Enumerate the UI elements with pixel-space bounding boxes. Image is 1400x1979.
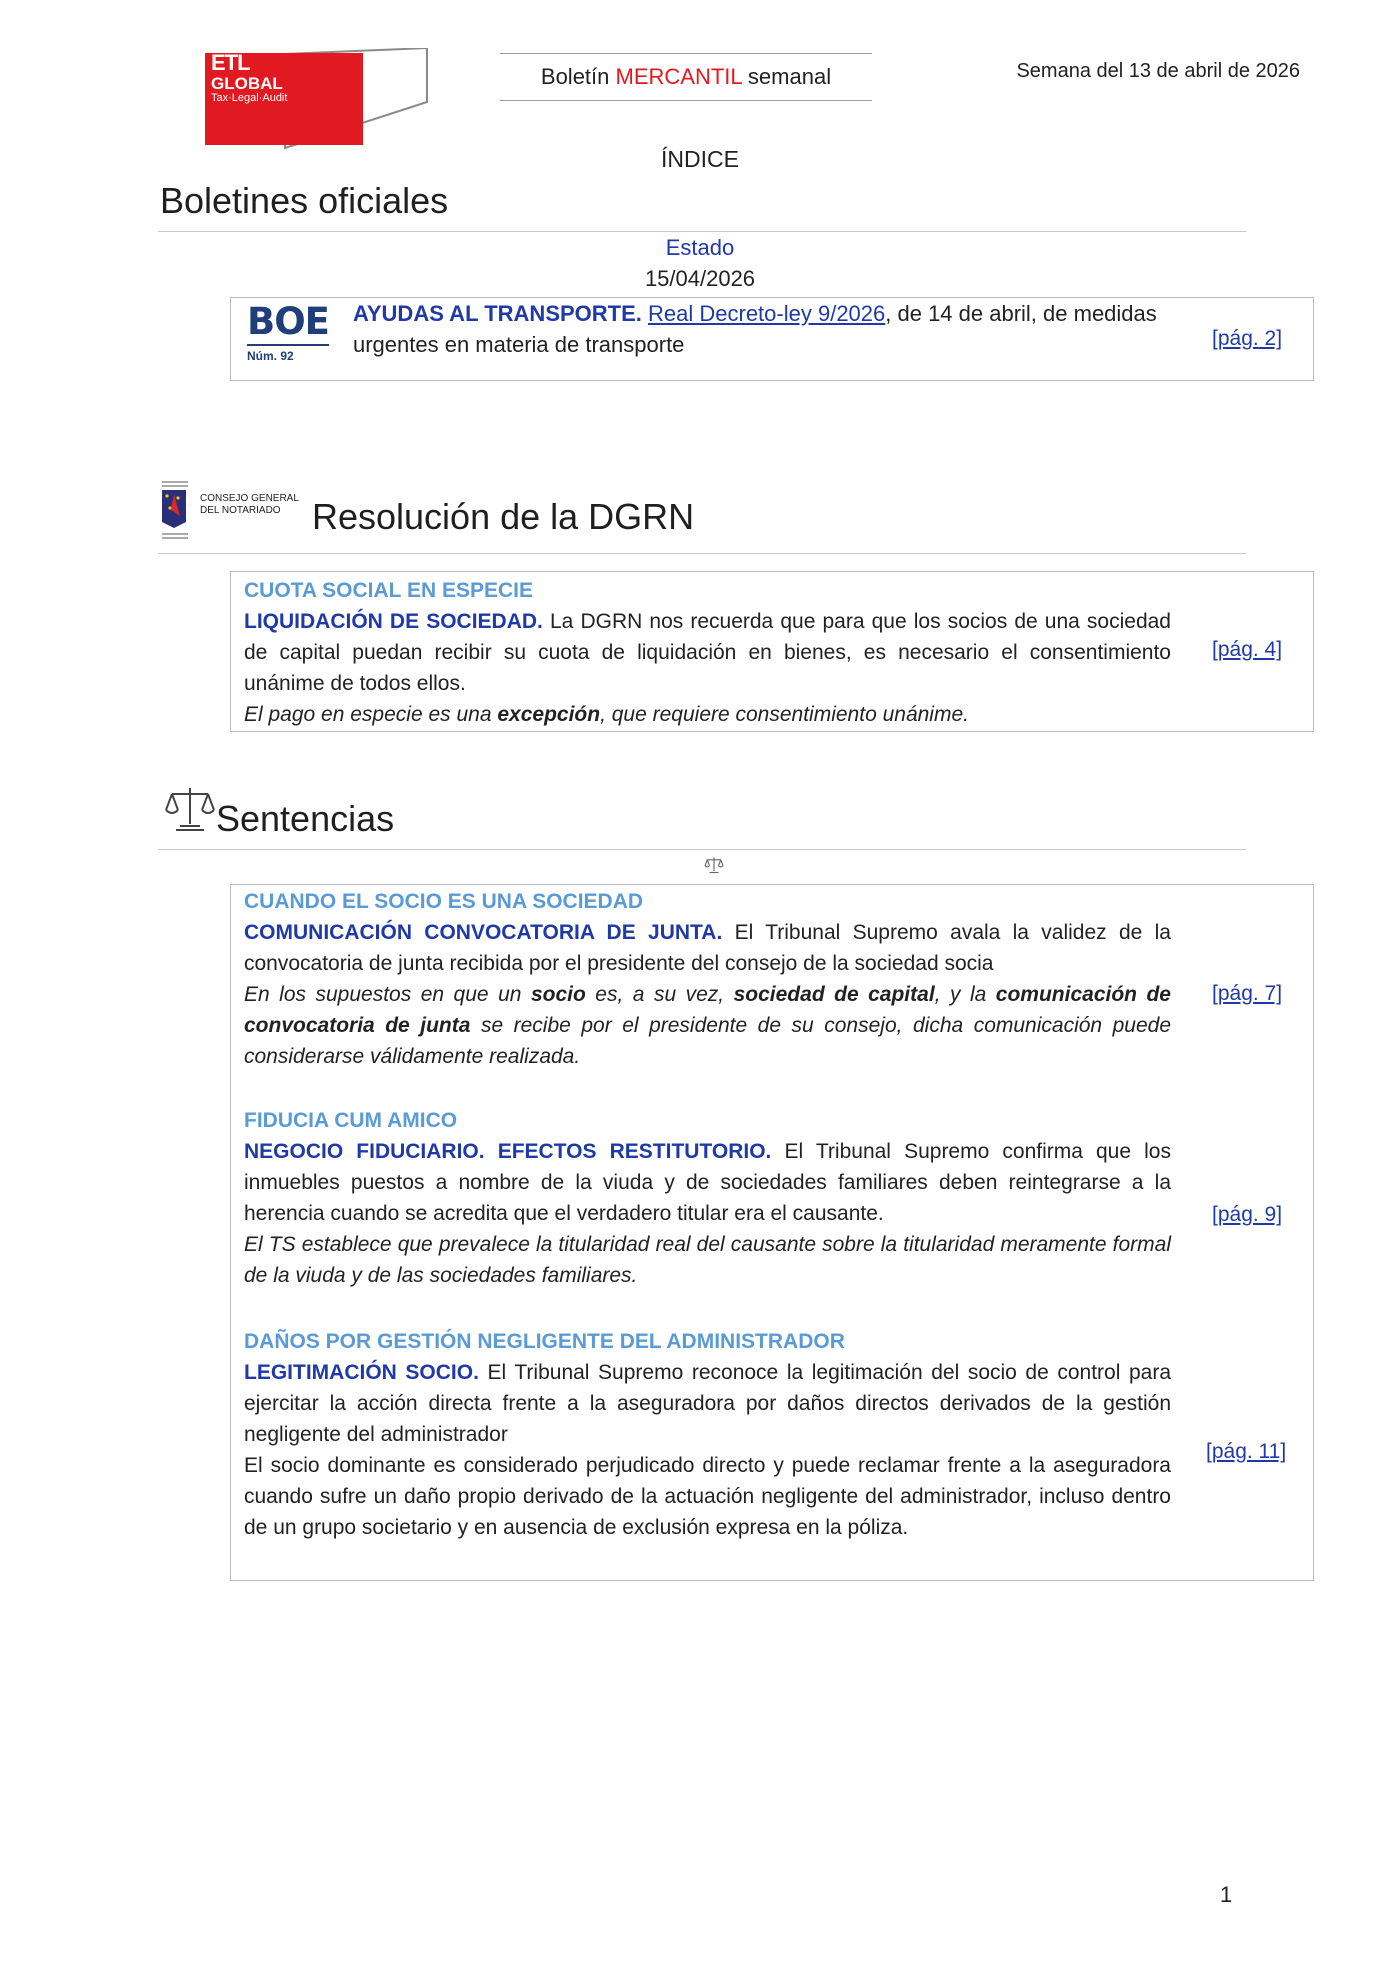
sentencia-1-body — [244, 917, 1171, 979]
source-label: Estado — [665, 235, 735, 260]
page-link-11[interactable]: [pág. 11] — [1206, 1440, 1287, 1463]
notariado-logo — [158, 480, 308, 540]
bulletin-title-suffix: semanal — [741, 64, 832, 89]
boe-entry-link[interactable]: Real Decreto-ley 9/2026 — [648, 301, 886, 326]
bulletin-title-box — [500, 53, 872, 101]
boe-logo-line — [247, 344, 329, 346]
bulletin-title — [541, 64, 831, 89]
section-rule-sentencias — [158, 849, 1246, 850]
scales-of-justice-icon — [164, 784, 216, 832]
sentencia-1-s1: En los supuestos en que un — [244, 983, 531, 1006]
notariado-logo-line-1: CONSEJO GENERAL — [200, 493, 299, 504]
sentencia-entry-2 — [244, 1105, 1171, 1291]
dgrn-summary-a: El pago en especie es una — [244, 703, 498, 726]
sentencia-2-body — [244, 1136, 1171, 1229]
sentencia-1-s7: se recibe por el presidente de su consejo, dicha comunicación puede considerarse válidamente realizada. — [244, 1014, 1172, 1068]
logo-tagline: Tax·Legal·Audit — [211, 92, 288, 104]
sentencia-1-body-text: El Tribunal Supremo avala la validez de la convocatoria de junta recibida por el presidente del consejo de la sociedad socia — [244, 921, 1171, 975]
dgrn-body — [244, 606, 1171, 699]
sentencia-3-category: DAÑOS POR GESTIÓN NEGLIGENTE DEL ADMINISTRADOR — [244, 1330, 845, 1353]
sentencia-2-head: NEGOCIO FIDUCIARIO. EFECTOS RESTITUTORIO. — [244, 1140, 772, 1163]
notariado-emblem-icon — [158, 480, 198, 540]
sentencia-1-summary — [244, 979, 1171, 1072]
dgrn-body-text: La DGRN nos recuerda que para que los socios de una sociedad de capital puedan recibir su cuota de liquidación en bienes, es necesario el consentimiento unánime de todos ellos. — [244, 610, 1171, 695]
boe-entry-text — [353, 298, 1173, 360]
dgrn-category: CUOTA SOCIAL EN ESPECIE — [244, 579, 533, 602]
page-link-7[interactable]: [pág. 7] — [1212, 982, 1283, 1005]
boe-number: Núm. 92 — [247, 349, 294, 363]
page-link-4[interactable]: [pág. 4] — [1212, 638, 1283, 661]
sentencia-1-head: COMUNICACIÓN CONVOCATORIA DE JUNTA. — [244, 921, 723, 944]
bulletin-title-prefix: Boletín — [540, 64, 616, 89]
boe-logo-letters: BOE — [247, 300, 329, 343]
sentencia-entry-1 — [244, 886, 1171, 1072]
boe-entry-rest: , de 14 de abril, de medidas urgentes en materia de transporte — [353, 301, 1157, 357]
sentencia-entry-3 — [244, 1326, 1171, 1543]
section-title-boletines: Boletines oficiales — [160, 180, 449, 221]
sentencia-3-body-text: El Tribunal Supremo reconoce la legitimación del socio de control para ejercitar la acción directa frente a la aseguradora por daños directos derivados de la gestión negligente del administrador — [244, 1361, 1172, 1446]
dgrn-summary — [244, 699, 1171, 730]
sentencia-3-summary: El socio dominante es considerado perjudicado directo y puede reclamar frente a la aseguradora cuando sufre un daño propio derivado de la actuación negligente del administrador, incluso dentro de un grupo societario y en ausencia de exclusión expresa en la póliza. — [244, 1454, 1171, 1539]
small-scales-icon — [704, 856, 724, 874]
week-label: Semana del 13 de abril de 2026 — [1016, 60, 1300, 82]
sentencia-1-s6: comunicación de convocatoria de junta — [244, 983, 1171, 1037]
page-link-9[interactable]: [pág. 9] — [1212, 1203, 1283, 1226]
sentencia-1-s4: sociedad de capital — [733, 983, 935, 1006]
section-rule-dgrn — [158, 553, 1246, 554]
section-rule-boletines — [158, 231, 1246, 232]
sentencia-2-summary: El TS establece que prevalece la titularidad real del causante sobre la titularidad meramente formal de la viuda y de las sociedades familiares. — [244, 1233, 1171, 1287]
dgrn-summary-b: excepción — [497, 703, 601, 726]
dgrn-head: LIQUIDACIÓN DE SOCIEDAD. — [244, 610, 543, 633]
section-title-dgrn: Resolución de la DGRN — [312, 496, 695, 537]
etl-global-logo — [205, 48, 435, 153]
page-link-2[interactable]: [pág. 2] — [1212, 327, 1283, 350]
publication-date: 15/04/2026 — [644, 266, 756, 291]
sentencia-3-head: LEGITIMACIÓN SOCIO. — [244, 1361, 479, 1384]
sentencia-1-s5: , y la — [934, 983, 996, 1006]
sentencia-1-s3: es, a su vez, — [585, 983, 734, 1006]
boe-logo — [247, 302, 329, 374]
bulletin-title-highlight: MERCANTIL — [615, 64, 742, 89]
notariado-logo-text — [200, 493, 299, 517]
boe-entry-head: AYUDAS AL TRANSPORTE. — [353, 301, 642, 326]
dgrn-entry-text — [244, 575, 1171, 730]
section-title-sentencias: Sentencias — [216, 798, 395, 839]
index-title: ÍNDICE — [661, 146, 739, 172]
sentencia-1-category: CUANDO EL SOCIO ES UNA SOCIEDAD — [244, 890, 644, 913]
page-number: 1 — [1220, 1882, 1233, 1907]
sentencia-2-body-text: El Tribunal Supremo confirma que los inmuebles puestos a nombre de la viuda y de sociedades familiares deben reintegrarse a la herencia cuando se acredita que el verdadero titular era el causante. — [244, 1140, 1171, 1225]
dgrn-summary-c: , que requiere consentimiento unánime. — [600, 703, 969, 726]
sentencia-2-category: FIDUCIA CUM AMICO — [244, 1109, 458, 1132]
sentencia-3-body — [244, 1357, 1171, 1450]
logo-etl: ETL — [211, 50, 250, 75]
logo-text — [211, 52, 287, 104]
sentencia-1-s2: socio — [530, 983, 586, 1006]
logo-global: GLOBAL — [211, 74, 283, 93]
notariado-logo-line-2: DEL NOTARIADO — [200, 505, 281, 516]
